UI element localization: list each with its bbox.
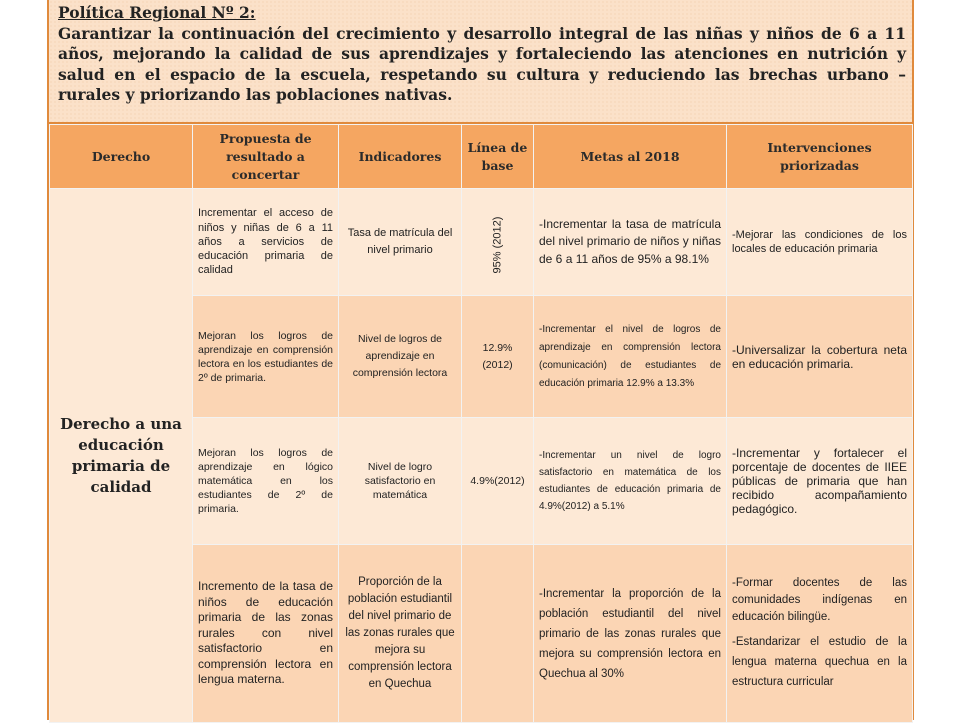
policy-title: Política Regional Nº 2:	[58, 3, 256, 22]
indicador-cell: Nivel de logros de aprendizaje en comprensión lectora	[339, 296, 462, 418]
column-header-indicadores: Indicadores	[339, 125, 462, 189]
intervencion-item: -Formar docentes de las comunidades indígenas en educación bilingüe.	[732, 577, 907, 623]
intervenciones-cell	[727, 189, 913, 296]
linea-base-cell	[462, 189, 534, 296]
table-row	[50, 189, 913, 296]
intervenciones-cell	[727, 418, 913, 545]
derecho-cell: Derecho a una educación primaria de calidad	[50, 189, 193, 723]
column-header-derecho: Derecho	[50, 125, 193, 189]
policy-description: Garantizar la continuación del crecimiento y desarrollo integral de las niñas y niños de 6 a 11 años, mejorando la calidad de sus aprendizajes y fortaleciendo las atenciones en nutrición y salud en el espacio de la escuela, respetando su cultura y reduciendo las brechas urbano – rurales y priorizando las poblaciones nativas.	[58, 23, 906, 104]
resultado-cell: Incremento de la tasa de niños de educación primaria de las zonas rurales con nivel satisfactorio en comprensión lectora en lengua materna.	[193, 545, 339, 723]
column-header-metas: Metas al 2018	[534, 125, 727, 189]
meta-cell: -Incrementar la tasa de matrícula del nivel primario de niños y niñas de 6 a 11 años de 95% a 98.1%	[534, 189, 727, 296]
indicador-cell: Nivel de logro satisfactorio en matemática	[339, 418, 462, 545]
resultado-cell: Mejoran los logros de aprendizaje en lógico matemática en los estudiantes de 2º de primaria.	[193, 418, 339, 545]
intervencion-item: -Estandarizar el estudio de la lengua materna quechua en la estructura curricular	[732, 636, 907, 688]
resultado-cell: Incrementar el acceso de niños y niñas de 6 a 11 años a servicios de educación primaria de calidad	[193, 189, 339, 296]
column-header-linea-base: Línea de base	[462, 125, 534, 189]
column-header-intervenciones: Intervenciones priorizadas	[727, 125, 913, 189]
column-header-resultado: Propuesta de resultado a concertar	[193, 125, 339, 189]
policy-header	[49, 0, 912, 124]
linea-base-cell	[462, 545, 534, 723]
intervenciones-cell	[727, 296, 913, 418]
linea-base-cell: 4.9%(2012)	[462, 418, 534, 545]
intervencion-item: -Mejorar las condiciones de los locales de educación primaria	[732, 228, 907, 255]
linea-base-value: 95% (2012)	[491, 216, 504, 273]
meta-cell: -Incrementar la proporción de la población estudiantil del nivel primario de las zonas rurales que mejora su comprensión lectora en Quechua al 30%	[534, 545, 727, 723]
intervencion-item: -Universalizar la cobertura neta en educación primaria.	[732, 342, 907, 371]
resultado-cell: Mejoran los logros de aprendizaje en comprensión lectora en los estudiantes de 2º de primaria.	[193, 296, 339, 418]
indicador-cell: Proporción de la población estudiantil del nivel primario de las zonas rurales que mejora su comprensión lectora en Quechua	[339, 545, 462, 723]
indicador-cell: Tasa de matrícula del nivel primario	[339, 189, 462, 296]
intervencion-item: -Incrementar y fortalecer el porcentaje de docentes de IIEE públicas de primaria que han recibido acompañamiento pedagógico.	[732, 446, 907, 516]
intervenciones-cell	[727, 545, 913, 723]
meta-cell: -Incrementar el nivel de logros de aprendizaje en comprensión lectora (comunicación) de estudiantes de educación primaria 12.9% a 13.3%	[534, 296, 727, 418]
policy-table	[49, 124, 913, 723]
meta-cell: -Incrementar un nivel de logro satisfactorio en matemática de los estudiantes de educación primaria de 4.9%(2012) a 5.1%	[534, 418, 727, 545]
table-header-row	[50, 125, 913, 189]
linea-base-cell: 12.9% (2012)	[462, 296, 534, 418]
